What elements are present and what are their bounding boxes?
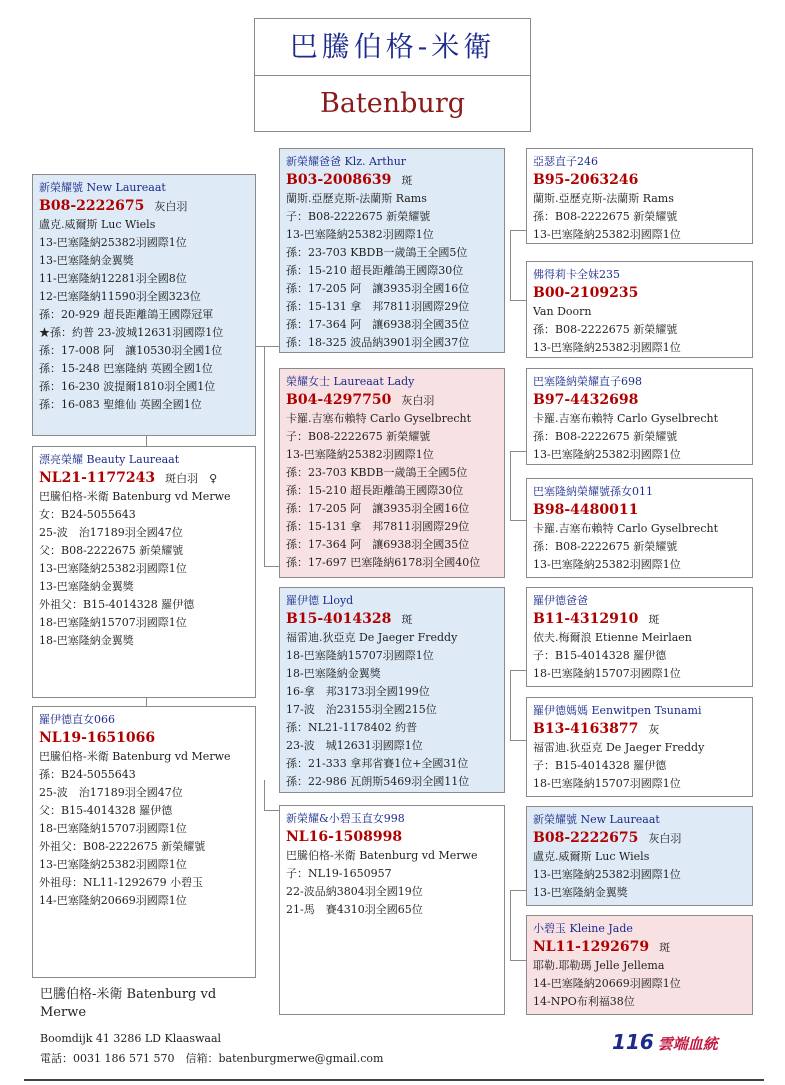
pedigree-line: 13-巴塞隆納25382羽國際1位 — [39, 858, 187, 871]
connector — [510, 890, 526, 891]
pedigree-box-dds — [526, 806, 753, 906]
bird-name: 佛得莉卡全妹235 — [533, 268, 620, 281]
pedigree-line: 孫：20-929 超長距離鴿王國際冠軍 — [39, 308, 214, 321]
pedigree-line: 外祖父：B15-4014328 羅伊德 — [39, 598, 195, 611]
title-chinese: 巴騰伯格-米衛 — [255, 19, 530, 76]
pedigree-line: 子：B08-2222675 新榮耀號 — [286, 210, 431, 223]
pedigree-line: 17-波 治23155羽全國215位 — [286, 703, 437, 716]
pedigree-line: 孫：15-210 超長距離鴿王國際30位 — [286, 264, 464, 277]
bird-name: 新榮耀&小碧玉直女998 — [286, 812, 405, 825]
pedigree-line: 孫：15-131 拿 邦7811羽國際29位 — [286, 520, 470, 533]
breeder-name: 巴騰伯格-米衛 Batenburg vd Merwe — [40, 987, 217, 1020]
pedigree-line: 盧克.威爾斯 Luc Wiels — [39, 218, 156, 231]
connector — [146, 436, 147, 446]
pedigree-line: 耶勒.耶勒瑪 Jelle Jellema — [533, 959, 665, 972]
pedigree-line: 18-巴塞隆納金翼獎 — [286, 667, 381, 680]
bottom-divider — [24, 1079, 764, 1081]
pedigree-line: 13-巴塞隆納25382羽國際1位 — [533, 341, 681, 354]
pedigree-line: 13-巴塞隆納25382羽國際1位 — [286, 228, 434, 241]
pedigree-line: 巴騰伯格-米衛 Batenburg vd Merwe — [39, 750, 231, 763]
connector — [510, 230, 511, 300]
pedigree-box-ddd — [526, 915, 753, 1015]
pedigree-box-dam-sire — [279, 587, 505, 793]
pedigree-line: Van Doorn — [533, 305, 592, 318]
pedigree-line: 14-巴塞隆納20669羽國際1位 — [533, 977, 681, 990]
bird-name: 羅伊德媽媽 Eenwitpen Tsunami — [533, 704, 702, 717]
connector — [510, 670, 511, 740]
pedigree-line: 孫：16-230 波提爾1810羽全國1位 — [39, 380, 216, 393]
pedigree-line: 13-巴塞隆納25382羽國際1位 — [39, 236, 187, 249]
ring-number: B08-2222675 灰白羽 — [39, 198, 188, 214]
pedigree-line: 孫：17-205 阿 讓3935羽全國16位 — [286, 282, 470, 295]
bird-name: 羅伊德直女066 — [39, 713, 115, 726]
breeder-contact: 電話：0031 186 571 570 信箱：batenburgmerwe@gmail.com — [40, 1052, 384, 1065]
ring-number: B95-2063246 — [533, 172, 639, 188]
bird-name: 新榮耀號 New Laureaat — [39, 181, 166, 194]
pedigree-line: 盧克.威爾斯 Luc Wiels — [533, 850, 650, 863]
pedigree-line: 18-巴塞隆納15707羽國際1位 — [39, 616, 187, 629]
ring-number: NL21-1177243 斑白羽 ♀ — [39, 470, 218, 486]
pedigree-line: 18-巴塞隆納15707羽國際1位 — [39, 822, 187, 835]
connector — [510, 670, 526, 671]
logo-text: 雲端血統 — [657, 1035, 718, 1053]
pedigree-line: 18-巴塞隆納15707羽國際1位 — [533, 667, 681, 680]
connector — [510, 890, 511, 960]
ring-number: B04-4297750 灰白羽 — [286, 392, 435, 408]
pedigree-line: 孫：16-083 聖維仙 英國全國1位 — [39, 398, 202, 411]
pedigree-box-sss — [526, 148, 753, 244]
pedigree-line: 女：B24-5055643 — [39, 508, 136, 521]
logo — [612, 1030, 718, 1054]
bird-name: 新榮耀爸爸 Klz. Arthur — [286, 155, 407, 168]
bird-name: 小碧玉 Kleine Jade — [533, 922, 633, 935]
pedigree-line: 外祖母：NL11-1292679 小碧玉 — [39, 876, 204, 889]
connector — [510, 451, 511, 520]
pedigree-line: 13-巴塞隆納25382羽國際1位 — [533, 558, 681, 571]
pedigree-line: 11-巴塞隆納12281羽全國8位 — [39, 272, 187, 285]
pedigree-line: 18-巴塞隆納15707羽國際1位 — [533, 777, 681, 790]
feather-color: 斑 — [401, 613, 413, 626]
bird-name: 榮耀女士 Laureaat Lady — [286, 375, 415, 388]
pedigree-line: 18-巴塞隆納15707羽國際1位 — [286, 649, 434, 662]
pedigree-line: 孫：17-364 阿 讓6938羽全國35位 — [286, 538, 470, 551]
ring-number: B11-4312910 斑 — [533, 611, 660, 627]
pedigree-line: 14-NPO布利福38位 — [533, 995, 635, 1008]
pedigree-line: 13-巴塞隆納25382羽國際1位 — [533, 228, 681, 241]
pedigree-line: 21-馬 賽4310羽全國65位 — [286, 903, 423, 916]
pedigree-line: 13-巴塞隆納金翼獎 — [39, 254, 134, 267]
pedigree-line: 蘭斯.亞歷克斯-法蘭斯 Rams — [286, 192, 427, 205]
pedigree-line: 孫：23-703 KBDB一歲鴿王全國5位 — [286, 246, 468, 259]
pedigree-line: 孫：NL21-1178402 約普 — [286, 721, 418, 734]
ring-number: B13-4163877 灰 — [533, 721, 660, 737]
pedigree-line: 孫：B08-2222675 新榮耀號 — [533, 430, 678, 443]
connector — [264, 346, 265, 566]
bird-name: 羅伊德 Lloyd — [286, 594, 354, 607]
pedigree-box-sire-dam — [279, 368, 505, 578]
feather-color: 灰 — [648, 723, 660, 736]
pedigree-line: 13-巴塞隆納25382羽國際1位 — [533, 868, 681, 881]
pedigree-line: 父：B15-4014328 羅伊德 — [39, 804, 173, 817]
logo-number: 116 — [612, 1030, 654, 1054]
pedigree-line: 父：B08-2222675 新榮耀號 — [39, 544, 184, 557]
feather-color: 灰白羽 — [154, 200, 188, 213]
ring-number: B15-4014328 斑 — [286, 611, 413, 627]
pedigree-line: 孫：15-131 拿 邦7811羽國際29位 — [286, 300, 470, 313]
feather-color: 灰白羽 — [648, 832, 682, 845]
pedigree-box-sire-sire — [279, 148, 505, 353]
pedigree-line: 外祖父：B08-2222675 新榮耀號 — [39, 840, 206, 853]
ring-number: B97-4432698 — [533, 392, 639, 408]
pedigree-line: 孫：15-210 超長距離鴿王國際30位 — [286, 484, 464, 497]
connector — [255, 346, 279, 347]
pedigree-line: 22-波品納3804羽全國19位 — [286, 885, 423, 898]
pedigree-line: 孫：17-205 阿 讓3935羽全國16位 — [286, 502, 470, 515]
pedigree-line: 孫：18-325 波品納3901羽全國37位 — [286, 336, 470, 349]
pedigree-line: 孫：17-008 阿 讓10530羽全國1位 — [39, 344, 223, 357]
pedigree-line: 卡羅.吉塞布賴特 Carlo Gyselbrecht — [533, 412, 719, 425]
pedigree-line: 13-巴塞隆納25382羽國際1位 — [533, 448, 681, 461]
pedigree-line: 巴騰伯格-米衛 Batenburg vd Merwe — [286, 849, 478, 862]
feather-color: 斑 — [659, 941, 671, 954]
pedigree-line: 14-巴塞隆納20669羽國際1位 — [39, 894, 187, 907]
connector — [264, 780, 265, 810]
pedigree-line: 孫：21-333 拿邦省賽1位+全國31位 — [286, 757, 469, 770]
bird-name: 漂亮榮耀 Beauty Laureaat — [39, 453, 180, 466]
ring-number: NL11-1292679 斑 — [533, 939, 671, 955]
pedigree-box-dam-line — [32, 706, 256, 978]
pedigree-line: 25-波 治17189羽全國47位 — [39, 526, 183, 539]
connector — [510, 230, 526, 231]
ring-number: B00-2109235 — [533, 285, 639, 301]
pedigree-line: 福雷迪.狄亞克 De Jaeger Freddy — [533, 741, 705, 754]
pedigree-line: 18-巴塞隆納金翼獎 — [39, 634, 134, 647]
feather-color: 斑白羽 ♀ — [165, 472, 218, 485]
pedigree-line: 13-巴塞隆納金翼獎 — [533, 886, 628, 899]
pedigree-line: 13-巴塞隆納25382羽國際1位 — [286, 448, 434, 461]
bird-name: 亞瑟直子246 — [533, 155, 598, 168]
pedigree-box-dss — [526, 587, 753, 687]
ring-number: B08-2222675 灰白羽 — [533, 830, 682, 846]
ring-number: NL16-1508998 — [286, 829, 403, 845]
pedigree-box-sds — [526, 368, 753, 465]
ring-number: NL19-1651066 — [39, 730, 156, 746]
pedigree-line: 25-波 治17189羽全國47位 — [39, 786, 183, 799]
pedigree-line: 孫：B08-2222675 新榮耀號 — [533, 210, 678, 223]
pedigree-line: 子：B15-4014328 羅伊德 — [533, 649, 667, 662]
pedigree-line: 卡羅.吉塞布賴特 Carlo Gyselbrecht — [533, 522, 719, 535]
bird-name: 巴塞隆納榮耀直子698 — [533, 375, 642, 388]
feather-color: 灰白羽 — [401, 394, 435, 407]
pedigree-line: 子：NL19-1650957 — [286, 867, 392, 880]
connector — [510, 451, 526, 452]
bird-name: 新榮耀號 New Laureaat — [533, 813, 660, 826]
bird-name: 羅伊德爸爸 — [533, 594, 588, 607]
connector — [510, 520, 526, 521]
feather-color: 斑 — [401, 174, 413, 187]
pedigree-line: 巴騰伯格-米衛 Batenburg vd Merwe — [39, 490, 231, 503]
connector — [510, 300, 526, 301]
title-english: Batenburg — [319, 88, 466, 119]
pedigree-line: 孫：B08-2222675 新榮耀號 — [533, 540, 678, 553]
pedigree-line: 13-巴塞隆納金翼獎 — [39, 580, 134, 593]
pedigree-line: 福雷迪.狄亞克 De Jaeger Freddy — [286, 631, 458, 644]
pedigree-line: ★孫：約普 23-波城12631羽國際1位 — [39, 326, 224, 339]
pedigree-line: 孫：15-248 巴塞隆納 英國全國1位 — [39, 362, 213, 375]
pedigree-line: 13-巴塞隆納25382羽國際1位 — [39, 562, 187, 575]
pedigree-line: 23-波 城12631羽國際1位 — [286, 739, 423, 752]
pedigree-line: 孫：B08-2222675 新榮耀號 — [533, 323, 678, 336]
pedigree-line: 12-巴塞隆納11590羽全國323位 — [39, 290, 201, 303]
pedigree-box-subject — [32, 174, 256, 436]
pedigree-line: 孫：22-986 瓦朗斯5469羽全國11位 — [286, 775, 470, 788]
pedigree-line: 子：B15-4014328 羅伊德 — [533, 759, 667, 772]
pedigree-line: 孫：23-703 KBDB一歲鴿王全國5位 — [286, 466, 468, 479]
pedigree-box-dsd — [526, 697, 753, 797]
pedigree-line: 孫：17-364 阿 讓6938羽全國35位 — [286, 318, 470, 331]
connector — [264, 566, 279, 567]
title-box — [254, 18, 531, 132]
pedigree-line: 依夫.梅爾浪 Etienne Meirlaen — [533, 631, 692, 644]
connector — [146, 697, 147, 706]
pedigree-line: 孫：17-697 巴塞隆納6178羽全國40位 — [286, 556, 481, 569]
pedigree-line: 蘭斯.亞歷克斯-法蘭斯 Rams — [533, 192, 674, 205]
pedigree-line: 卡羅.吉塞布賴特 Carlo Gyselbrecht — [286, 412, 472, 425]
pedigree-line: 子：B08-2222675 新榮耀號 — [286, 430, 431, 443]
connector — [510, 960, 526, 961]
breeder-address: Boomdijk 41 3286 LD Klaaswaal — [40, 1032, 222, 1045]
bird-name: 巴塞隆納榮耀號孫女011 — [533, 485, 653, 498]
pedigree-box-dam-dam — [279, 805, 505, 1015]
pedigree-box-dam — [32, 446, 256, 698]
ring-number: B03-2008639 斑 — [286, 172, 413, 188]
connector — [264, 810, 279, 811]
connector — [510, 740, 526, 741]
pedigree-box-sdd — [526, 478, 753, 578]
pedigree-line: 孫：B24-5055643 — [39, 768, 136, 781]
feather-color: 斑 — [648, 613, 660, 626]
pedigree-line: 16-拿 邦3173羽全國199位 — [286, 685, 430, 698]
pedigree-box-ssd — [526, 261, 753, 358]
ring-number: B98-4480011 — [533, 502, 639, 518]
